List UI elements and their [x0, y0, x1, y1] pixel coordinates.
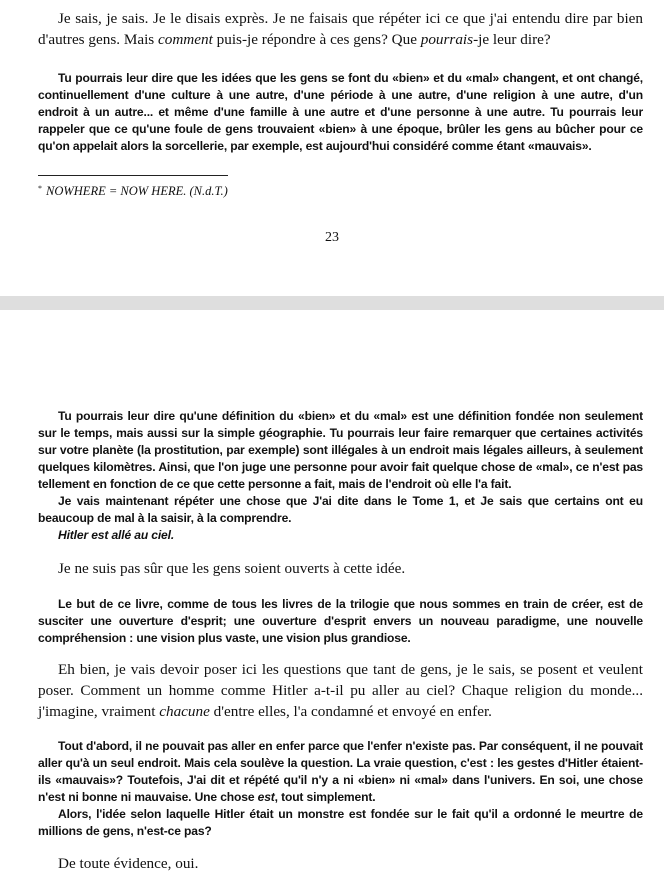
god-response-paragraph: Tu pourrais leur dire que les idées que les gens se font du «bien» et du «mal» changent, et ont changé, continuellement d'une culture à une autre, d'une période à une autre, d'une religion à une autre, d'un endroit à un autre... et même d'une famille à une autre et d'une personne à une autre. Tu pourrais leur rappeler que ce qu'une foule de gens trouvaient «bien» à une époque, brûler les gens au bûcher pour ce qu'on appelait alors la sorcellerie, par exemple, est aujourd'hui considéré comme étant «mauvais». — [38, 71, 643, 153]
text-span: puis-je répondre à ces gens? Que — [212, 31, 421, 48]
footnote-text: NOWHERE = NOW HERE. (N.d.T.) — [46, 184, 228, 198]
god-response-paragraph: Alors, l'idée selon laquelle Hitler était un monstre est fondée sur le fait qu'il a ordonné le meurtre de millions de gens, n'est-ce pas? — [38, 807, 643, 838]
page-24 — [0, 310, 664, 883]
text-span: Tout d'abord, il ne pouvait pas aller en enfer parce que l'enfer n'existe pas. Par conséquent, il ne pouvait aller qu'à un seul endroit. Mais cela soulève la question. La vraie question, c'est : les gestes d'Hitler étaient-ils «mauvais»? Toutefois, J'ai dit et répété qu'il n'y a ni «bien» ni «mal» dans l'univers. En soi, une chose n'est ni bonne ni mauvaise. Une chose — [38, 739, 643, 804]
text-span: , tout simplement. — [274, 790, 376, 804]
emphasis-text: chacune — [159, 703, 210, 720]
footnote-separator — [38, 175, 228, 176]
god-response-paragraph — [38, 738, 643, 806]
page-number: 23 — [325, 230, 339, 245]
dialogue-paragraph: Je ne suis pas sûr que les gens soient ouverts à cette idée. — [58, 560, 406, 577]
text-span: Eh bien, je vais devoir poser ici les questions que tant de gens, je le sais, se posent et veulent poser. Comment un homme comme Hitler a-t-il pu aller au ciel? Chaque religion du monde... j'imagine, vraiment — [38, 661, 643, 720]
footnote — [38, 183, 228, 199]
text-span: Je sais, je sais. Je le disais exprès. Je ne faisais que répéter ici ce que j'ai entendu dire par bien d'autres gens. Mais — [38, 10, 643, 48]
dialogue-paragraph: De toute évidence, oui. — [58, 855, 199, 872]
text-span: -je leur dire? — [473, 31, 551, 48]
emphasis-text: comment — [158, 31, 213, 48]
page-23 — [0, 0, 664, 296]
footnote-marker: * — [38, 184, 42, 193]
emphasis-text: est — [257, 790, 275, 804]
dialogue-paragraph — [38, 8, 643, 50]
dialogue-paragraph — [38, 659, 643, 722]
god-response-paragraph: Le but de ce livre, comme de tous les livres de la trilogie que nous sommes en train de créer, est de susciter une ouverture d'esprit; une ouverture d'esprit envers un nouveau paradigme, une nouvelle compréhension : une vision plus vaste, une vision plus grandiose. — [38, 597, 643, 645]
page-separator — [0, 296, 664, 310]
god-response-paragraph: Je vais maintenant répéter une chose que J'ai dite dans le Tome 1, et Je sais que certains ont eu beaucoup de mal à la saisir, à la comprendre. — [38, 494, 643, 525]
god-response-paragraph: Tu pourrais leur dire qu'une définition du «bien» et du «mal» est une définition fondée non seulement sur le temps, mais aussi sur la simple géographie. Tu pourrais leur faire remarquer que certaines activités sur votre planète (la prostitution, par exemple) sont illégales à un endroit mais légales ailleurs, à seulement quelques kilomètres. Ainsi, que l'on juge une personne pour avoir fait quelque chose de «mal», ce n'est pas tellement en fonction de ce que cette personne a fait, mais de l'endroit où elle l'a fait. — [38, 409, 643, 491]
god-response-emphasis: Hitler est allé au ciel. — [58, 528, 175, 542]
text-span: d'entre elles, l'a condamné et envoyé en enfer. — [209, 703, 492, 720]
emphasis-text: pourrais — [420, 31, 474, 48]
